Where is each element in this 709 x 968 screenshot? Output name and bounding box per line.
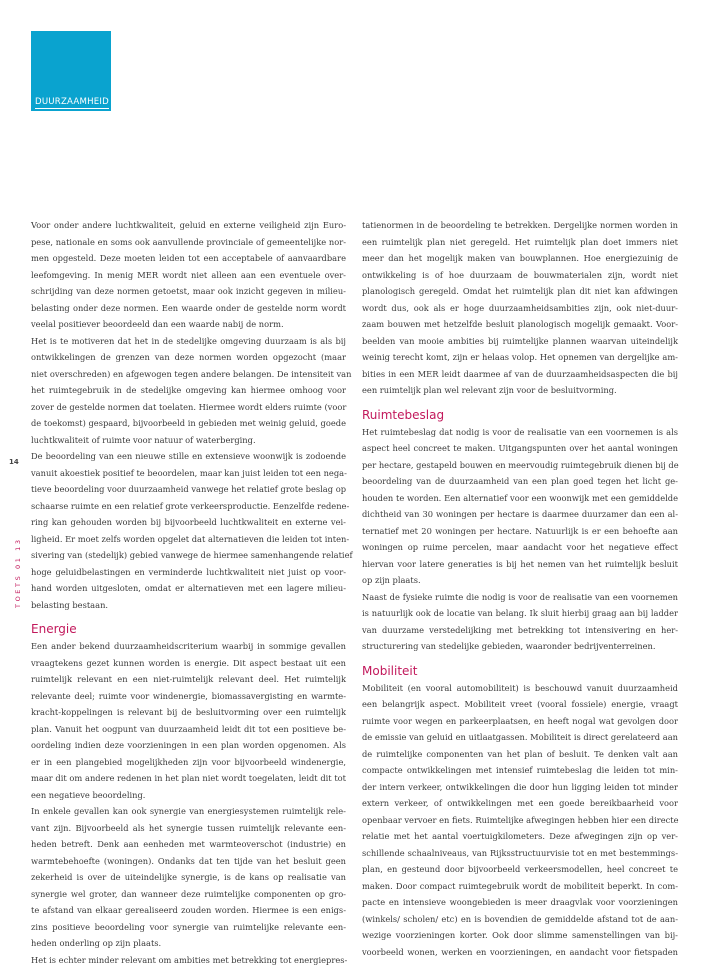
text-line: Het is te motiveren dat het in de stedelijke omgeving duurzaam is als bij [31, 333, 346, 350]
text-line: woningen op ruime percelen, maar aandacht voor het negatieve effect [362, 539, 678, 556]
text-line: ruimte voor wegen en parkeerplaatsen, en heeft nogal wat gevolgen door [362, 713, 678, 730]
section-heading: Ruimtebeslag [362, 406, 678, 424]
text-line: ontwikkeling is of hoe duurzaam de bouwmaterialen zijn, wordt niet [362, 267, 678, 284]
text-line: voorbeeld wonen, werken en voorzieningen, en aandacht voor fietspaden [362, 944, 678, 961]
text-line: Naast de fysieke ruimte die nodig is voor de realisatie van een voornemen [362, 589, 678, 606]
text-line: hoge geluidbelastingen en verminderde luchtkwaliteit niet juist op voor- [31, 564, 346, 581]
text-line: hand worden uitgesloten, omdat er alternatieven met een lagere milieu- [31, 580, 346, 597]
text-line: niet overschreden) en afgewogen tegen andere belangen. De intensiteit van [31, 366, 346, 383]
text-line: beoordeling van de duurzaamheid van een plan goed tegen het licht ge- [362, 473, 678, 490]
text-line: pese, nationale en soms ook aanvullende provinciale of gemeentelijke nor- [31, 234, 346, 251]
text-line: openbaar vervoer en fiets. Ruimtelijke afwegingen hebben hier een directe [362, 812, 678, 829]
text-line: plan, en gesteund door bijvoorbeeld verkeersmodellen, heel concreet te [362, 861, 678, 878]
text-line: men opgesteld. Deze moeten leiden tot een acceptabele of aanvaardbare [31, 250, 346, 267]
text-line: warmtebehoefte (woningen). Ondanks dat ten tijde van het besluit geen [31, 853, 346, 870]
text-line: sivering van (stedelijk) gebied vanwege de hiermee samenhangende relatief [31, 547, 346, 564]
section-color-block [31, 31, 111, 111]
text-line: de ruimtelijke componenten van het plan of besluit. Te denken valt aan [362, 746, 678, 763]
text-line: dichtheid van 30 woningen per hectare is daarmee duurzamer dan een al- [362, 506, 678, 523]
text-line: heden onderling op zijn plaats. [31, 935, 346, 952]
text-line: Mobiliteit (en vooral automobiliteit) is beschouwd vanuit duurzaamheid [362, 680, 678, 697]
text-line: van duurzame verstedelijking met betrekking tot intensivering en her- [362, 622, 678, 639]
text-line: der intern verkeer, ontwikkelingen die door hun ligging leiden tot minder [362, 779, 678, 796]
text-line: Voor onder andere luchtkwaliteit, geluid en externe veiligheid zijn Euro- [31, 217, 346, 234]
text-line: op zijn plaats. [362, 572, 678, 589]
text-line: tieve beoordeling voor duurzaamheid vanwege het relatief grote beslag op [31, 481, 346, 498]
text-line: extern verkeer, of ontwikkelingen met een goede bereikbaarheid voor [362, 795, 678, 812]
text-line: Het ruimtebeslag dat nodig is voor de realisatie van een voornemen is als [362, 424, 678, 441]
text-line: schaarse ruimte en een relatief grote verkeersproductie. Eenzelfde redene- [31, 498, 346, 515]
text-line: Het is echter minder relevant om ambities met betrekking tot energiepres- [31, 952, 346, 968]
text-line: belasting bestaan. [31, 597, 346, 614]
left-column [31, 217, 346, 968]
text-line: synergie wel groter, dan wanneer deze ruimtelijke componenten op gro- [31, 886, 346, 903]
text-line: vraagtekens gezet kunnen worden is energie. Dit aspect bestaat uit een [31, 655, 346, 672]
text-line: vant zijn. Bijvoorbeeld als het synergie tussen ruimtelijk relevante een- [31, 820, 346, 837]
text-line: Een ander bekend duurzaamheidscriterium waarbij in sommige gevallen [31, 638, 346, 655]
text-line: een ruimtelijk plan wel relevant zijn voor de besluitvorming. [362, 382, 678, 399]
text-line: een negatieve beoordeling. [31, 787, 346, 804]
text-line: In enkele gevallen kan ook synergie van energiesystemen ruimtelijk rele- [31, 803, 346, 820]
text-line: schillende schaalniveaus, van Rijksstructuurvisie tot en met bestemmings- [362, 845, 678, 862]
text-line: plan. Vanuit het oogpunt van duurzaamheid leidt dit tot een positieve be- [31, 721, 346, 738]
text-line: maar dit om andere redenen in het plan niet wordt toegelaten, leidt dit tot [31, 770, 346, 787]
section-heading: Energie [31, 620, 346, 638]
text-line: kracht-koppelingen is relevant bij de besluitvorming over een ruimtelijk [31, 704, 346, 721]
text-line: houden te worden. Een alternatief voor een woonwijk met een gemiddelde [362, 490, 678, 507]
text-line: schrijding van deze normen getoetst, maar ook inzicht gegeven in milieu- [31, 283, 346, 300]
text-line: hiervan voor latere generaties is bij het nemen van het ruimtelijk besluit [362, 556, 678, 573]
text-line: er in een plangebied mogelijkheden zijn voor bijvoorbeeld windenergie, [31, 754, 346, 771]
running-foot: TOETS 01 13 [14, 537, 22, 608]
text-line: een belangrijk aspect. Mobiliteit vreet (vooral fossiele) energie, vraagt [362, 696, 678, 713]
text-line: tatienormen in de beoordeling te betrekken. Dergelijke normen worden in [362, 217, 678, 234]
text-line: compacte ontwikkelingen met intensief ruimtebeslag die leiden tot min- [362, 762, 678, 779]
text-line: veelal positiever beoordeeld dan een waarde nabij de norm. [31, 316, 346, 333]
text-line: De beoordeling van een nieuwe stille en extensieve woonwijk is zodoende [31, 448, 346, 465]
text-line: ternatief met 20 woningen per hectare. Natuurlijk is er een behoefte aan [362, 523, 678, 540]
text-line: bities in een MER leidt daarmee af van de duurzaamheidsaspecten die bij [362, 366, 678, 383]
text-line: pacte en intensieve woongebieden is meer draagvlak voor voorzieningen [362, 894, 678, 911]
right-column [362, 217, 678, 960]
section-heading: Mobiliteit [362, 662, 678, 680]
text-line: het ruimtegebruik in de stedelijke omgeving kan hiermee omhoog voor [31, 382, 346, 399]
text-line: structurering van stedelijke gebieden, waaronder bedrijventerreinen. [362, 638, 678, 655]
text-line: een ruimtelijk plan niet geregeld. Het ruimtelijk plan doet immers niet [362, 234, 678, 251]
text-line: leefomgeving. In menig MER wordt niet alleen aan een eventuele over- [31, 267, 346, 284]
text-line: luchtkwaliteit of ruimte voor natuur of waterberging. [31, 432, 346, 449]
text-line: belasting onder deze normen. Een waarde onder de gestelde norm wordt [31, 300, 346, 317]
text-line: per hectare, gestapeld bouwen en meervoudig ruimtegebruik dienen bij de [362, 457, 678, 474]
text-line: zover de gestelde normen dat toelaten. Hiermee wordt elders ruimte (voor [31, 399, 346, 416]
text-line: is natuurlijk ook de locatie van belang. Ik sluit hierbij graag aan bij ladder [362, 605, 678, 622]
text-line: zins positieve beoordeling voor synergie van ruimtelijke relevante een- [31, 919, 346, 936]
text-line: heden betreft. Denk aan eenheden met warmteoverschot (industrie) en [31, 836, 346, 853]
text-line: ring kan gehouden worden bij bijvoorbeeld luchtkwaliteit en externe vei- [31, 514, 346, 531]
text-line: maken. Door compact ruimtegebruik wordt de mobiliteit beperkt. In com- [362, 878, 678, 895]
text-line: ruimtelijk relevant en een niet-ruimtelijk relevant deel. Het ruimtelijk [31, 671, 346, 688]
text-line: planologisch geregeld. Omdat het ruimtelijk plan dit niet kan afdwingen [362, 283, 678, 300]
text-line: ontwikkelingen de grenzen van deze normen worden opgezocht (maar [31, 349, 346, 366]
text-line: wezige voorzieningen korter. Ook door slimme samenstellingen van bij- [362, 927, 678, 944]
text-line: oordeling indien deze voorzieningen in een plan worden opgenomen. Als [31, 737, 346, 754]
page-number: 14 [9, 458, 19, 466]
text-line: weinig terecht komt, zijn er helaas volop. Het opnemen van dergelijke am- [362, 349, 678, 366]
text-line: beelden van mooie ambities bij ruimtelijke plannen waarvan uiteindelijk [362, 333, 678, 350]
text-line: meer dan het mogelijk maken van bouwplannen. Hoe energiezuinig de [362, 250, 678, 267]
text-line: vanuit akoestiek positief te beoordelen, maar kan juist leiden tot een nega- [31, 465, 346, 482]
text-line: relatie met het aantal voertuigkilometers. Deze afwegingen zijn op ver- [362, 828, 678, 845]
text-line: (winkels/ scholen/ etc) en is bovendien de gemiddelde afstand tot de aan- [362, 911, 678, 928]
text-line: ligheid. Er moet zelfs worden opgelet dat alternatieven die leiden tot inten- [31, 531, 346, 548]
text-line: zaam bouwen met hetzelfde besluit planologisch mogelijk gemaakt. Voor- [362, 316, 678, 333]
text-line: zekerheid is over de uiteindelijke synergie, is de kans op realisatie van [31, 869, 346, 886]
text-line: de toekomst) gespaard, bijvoorbeeld in gebieden met weinig geluid, goede [31, 415, 346, 432]
text-line: aspect heel concreet te maken. Uitgangspunten over het aantal woningen [362, 440, 678, 457]
text-line: te afstand van elkaar gerealiseerd zouden worden. Hiermee is een enigs- [31, 902, 346, 919]
text-line: wordt dus, ook als er hoge duurzaamheidsambities zijn, ook niet-duur- [362, 300, 678, 317]
section-label: DUURZAAMHEID [35, 97, 109, 109]
text-line: relevante deel; ruimte voor windenergie, biomassavergisting en warmte- [31, 688, 346, 705]
text-line: de emissie van geluid en uitlaatgassen. Mobiliteit is direct gerelateerd aan [362, 729, 678, 746]
